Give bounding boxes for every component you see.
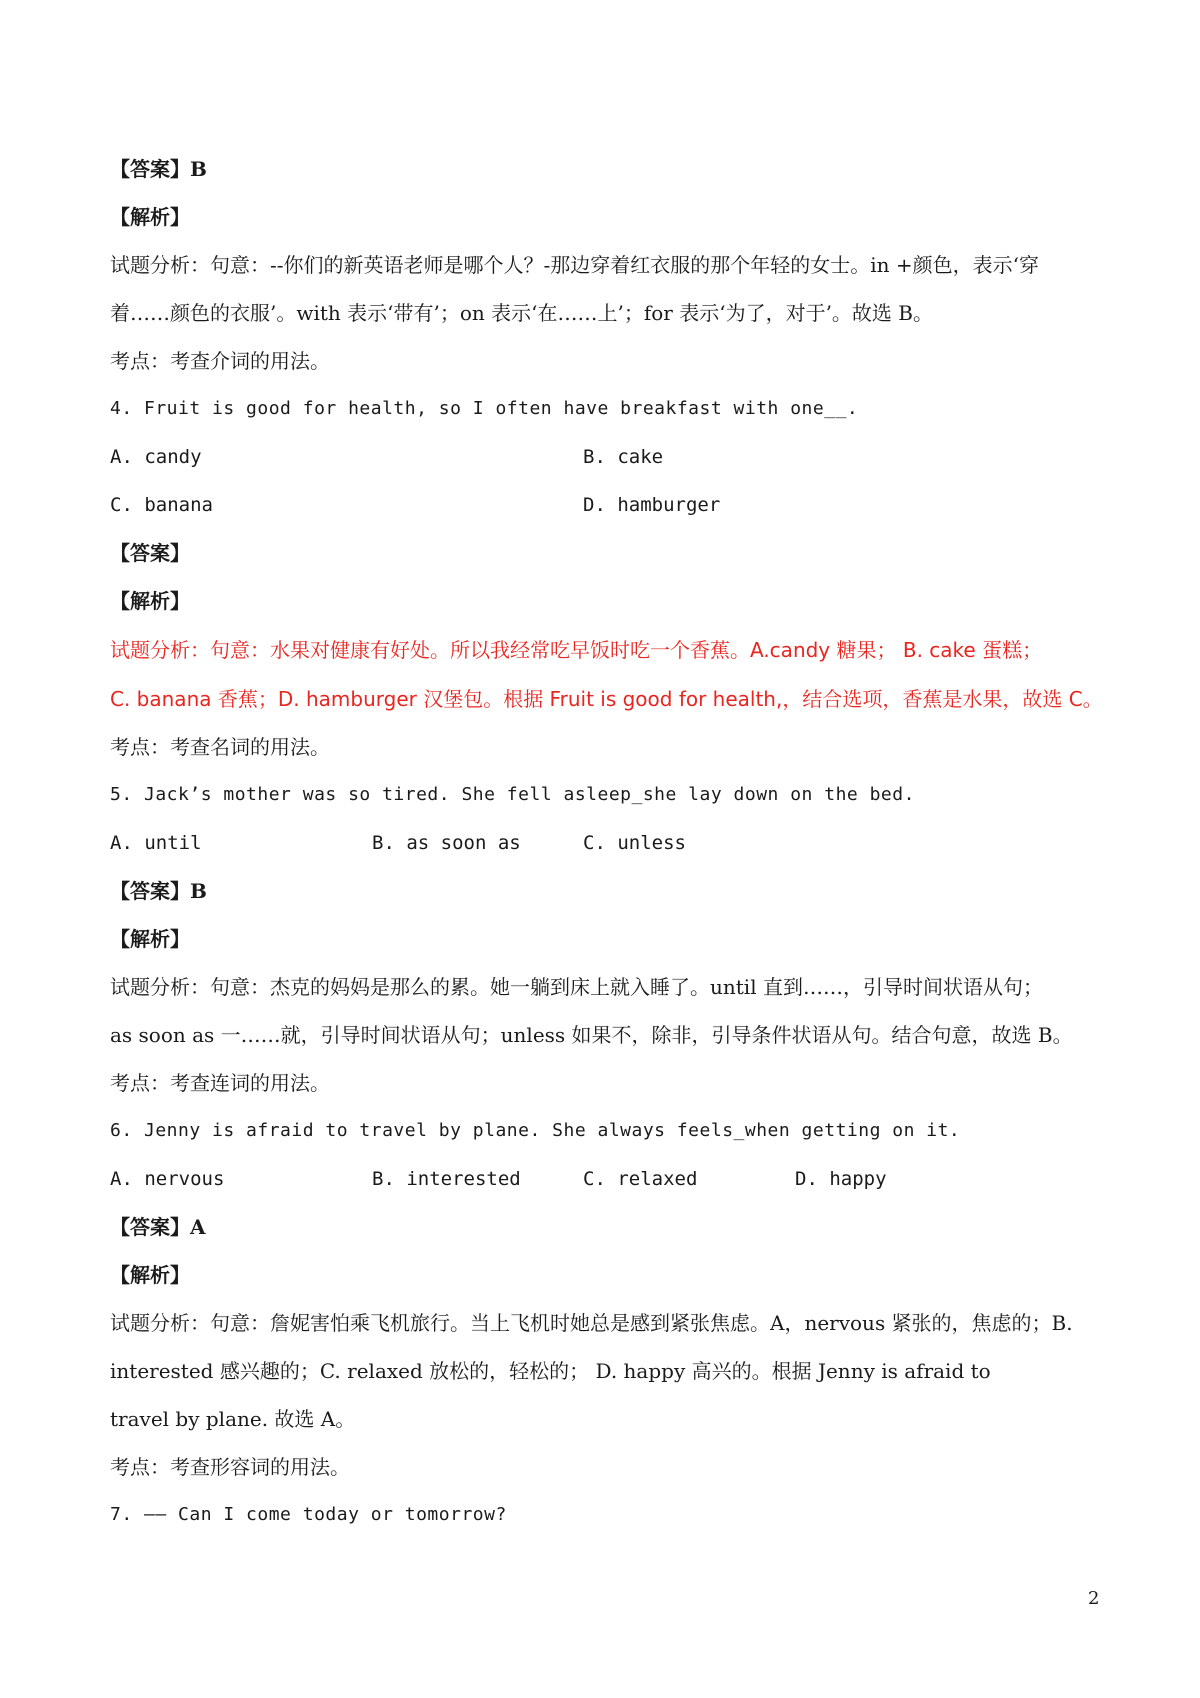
answer-label: 【答案】B xyxy=(110,157,207,181)
highlighted-analysis-text: 试题分析：句意：水果对健康有好处。所以我经常吃早饭时吃一个香蕉。A.candy 糖果； B. cake 蛋糕； xyxy=(110,638,1043,662)
analysis-text: 试题分析：句意：杰克的妈妈是那么的累。她一躺到床上就入睡了。until 直到……，引导时间状语从句； xyxy=(110,975,1043,999)
option-c: C. banana xyxy=(110,494,213,516)
option-b: B. cake xyxy=(583,446,664,468)
answer-label: 【答案】A xyxy=(110,1215,206,1239)
option-c: C. relaxed xyxy=(583,1168,698,1190)
analysis-text: travel by plane. 故选 A。 xyxy=(110,1407,356,1431)
option-b: B. as soon as xyxy=(372,832,521,854)
option-a: A. until xyxy=(110,832,202,854)
analysis-text: as soon as 一……就，引导时间状语从句；unless 如果不，除非，引导条件状语从句。结合句意，故选 B。 xyxy=(110,1023,1073,1047)
option-d: D. happy xyxy=(795,1168,887,1190)
question-6: 6. Jenny is afraid to travel by plane. She always feels_when getting on it. xyxy=(110,1120,961,1141)
page-number: 2 xyxy=(1088,1588,1100,1609)
analysis-label: 【解析】 xyxy=(110,1263,190,1287)
analysis-label: 【解析】 xyxy=(110,589,190,613)
analysis-label: 【解析】 xyxy=(110,205,190,229)
analysis-text: 试题分析：句意：詹妮害怕乘飞机旅行。当上飞机时她总是感到紧张焦虑。A，nervous 紧张的，焦虑的；B. xyxy=(110,1311,1073,1335)
option-a: A. candy xyxy=(110,446,202,468)
option-c: C. unless xyxy=(583,832,686,854)
analysis-label: 【解析】 xyxy=(110,927,190,951)
highlighted-analysis-text: C. banana 香蕉；D. hamburger 汉堡包。根据 Fruit is good for health,，结合选项，香蕉是水果，故选 C。 xyxy=(110,687,1103,711)
key-point: 考点：考查形容词的用法。 xyxy=(110,1455,350,1479)
analysis-text: interested 感兴趣的；C. relaxed 放松的，轻松的； D. happy 高兴的。根据 Jenny is afraid to xyxy=(110,1359,991,1383)
question-7: 7. —— Can I come today or tomorrow? xyxy=(110,1504,507,1525)
option-a: A. nervous xyxy=(110,1168,225,1190)
key-point: 考点：考查介词的用法。 xyxy=(110,349,330,373)
option-d: D. hamburger xyxy=(583,494,721,516)
key-point: 考点：考查连词的用法。 xyxy=(110,1071,330,1095)
analysis-text: 着……颜色的衣服’。with 表示‘带有’；on 表示‘在……上’；for 表示‘为了，对于’。故选 B。 xyxy=(110,301,933,325)
question-4: 4. Fruit is good for health, so I often have breakfast with one__. xyxy=(110,398,859,419)
key-point: 考点：考查名词的用法。 xyxy=(110,735,330,759)
analysis-text: 试题分析：句意：--你们的新英语老师是哪个人？-那边穿着红衣服的那个年轻的女士。in +颜色，表示‘穿 xyxy=(110,253,1040,277)
answer-label: 【答案】 xyxy=(110,541,190,565)
answer-label: 【答案】B xyxy=(110,879,207,903)
question-5: 5. Jack’s mother was so tired. She fell asleep_she lay down on the bed. xyxy=(110,784,915,805)
option-b: B. interested xyxy=(372,1168,521,1190)
